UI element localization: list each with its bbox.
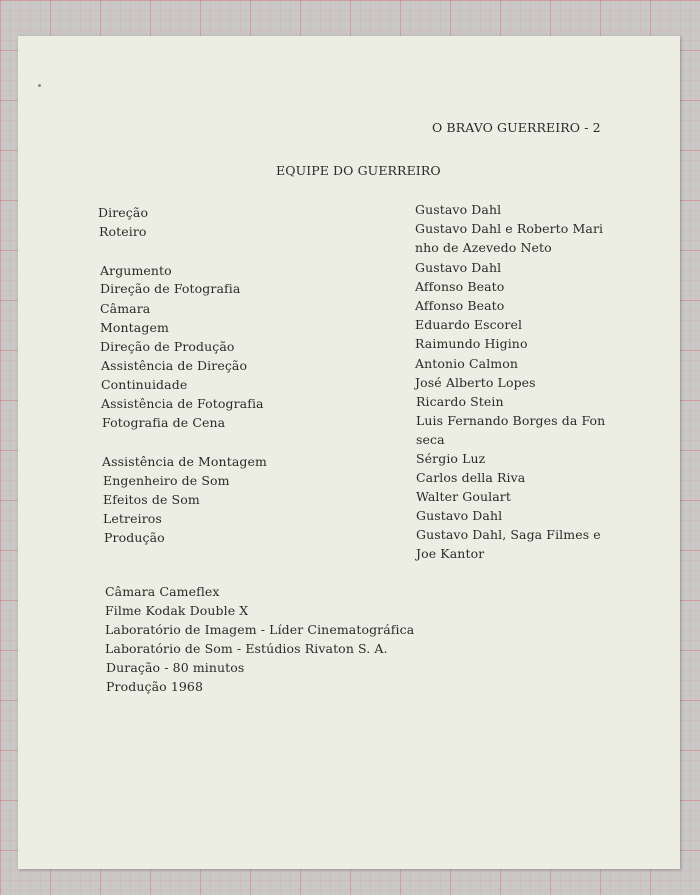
technical-line: Laboratório de Imagem - Líder Cinematográfica xyxy=(105,622,415,637)
credit-name-continued: Joe Kantor xyxy=(416,546,485,561)
credit-role: Argumento xyxy=(100,263,172,278)
credit-name: José Alberto Lopes xyxy=(415,375,536,390)
technical-line: Laboratório de Som - Estúdios Rivaton S. A. xyxy=(105,641,388,656)
credit-name: Ricardo Stein xyxy=(416,394,504,409)
credit-name: Antonio Calmon xyxy=(415,356,519,371)
technical-line: Filme Kodak Double X xyxy=(105,603,249,618)
technical-line: Produção 1968 xyxy=(106,679,204,694)
punch-mark xyxy=(38,84,41,87)
credit-role: Direção de Produção xyxy=(100,339,235,354)
credit-role: Produção xyxy=(104,530,165,545)
credit-name: Gustavo Dahl xyxy=(416,508,503,523)
credit-role: Direção de Fotografia xyxy=(100,281,241,296)
credit-role: Assistência de Direção xyxy=(101,358,248,373)
credit-role: Montagem xyxy=(100,320,169,335)
section-title: EQUIPE DO GUERREIRO xyxy=(276,163,441,178)
credit-name: Carlos della Riva xyxy=(416,470,526,485)
credit-name: Sérgio Luz xyxy=(416,451,486,466)
credit-role: Letreiros xyxy=(103,511,162,526)
credit-role: Engenheiro de Som xyxy=(103,473,230,488)
credit-role: Direção xyxy=(98,205,149,220)
credit-role: Fotografia de Cena xyxy=(102,415,226,430)
credit-role: Câmara xyxy=(100,301,151,316)
credit-name: Affonso Beato xyxy=(415,279,505,294)
credit-name: Eduardo Escorel xyxy=(415,317,523,332)
credit-name-continued: seca xyxy=(416,432,445,447)
credit-role: Assistência de Montagem xyxy=(102,454,267,469)
credit-name: Raimundo Higino xyxy=(415,336,528,351)
credit-name: Luis Fernando Borges da Fon xyxy=(416,413,606,428)
credit-role: Roteiro xyxy=(99,224,147,239)
credit-name: Gustavo Dahl xyxy=(415,260,502,275)
technical-line: Duração - 80 minutos xyxy=(106,660,245,675)
credit-name: Gustavo Dahl, Saga Filmes e xyxy=(416,527,601,542)
technical-line: Câmara Cameflex xyxy=(105,584,220,599)
credit-role: Efeitos de Som xyxy=(103,492,200,507)
credit-role: Assistência de Fotografia xyxy=(101,396,264,411)
credit-name-continued: nho de Azevedo Neto xyxy=(415,240,552,255)
page-header: O BRAVO GUERREIRO - 2 xyxy=(432,120,601,135)
credit-name: Gustavo Dahl xyxy=(415,202,502,217)
credit-name: Walter Goulart xyxy=(416,489,511,504)
credit-role: Continuidade xyxy=(101,377,188,392)
document-page xyxy=(18,36,680,869)
credit-name: Gustavo Dahl e Roberto Mari xyxy=(415,221,604,236)
credit-name: Affonso Beato xyxy=(415,298,505,313)
